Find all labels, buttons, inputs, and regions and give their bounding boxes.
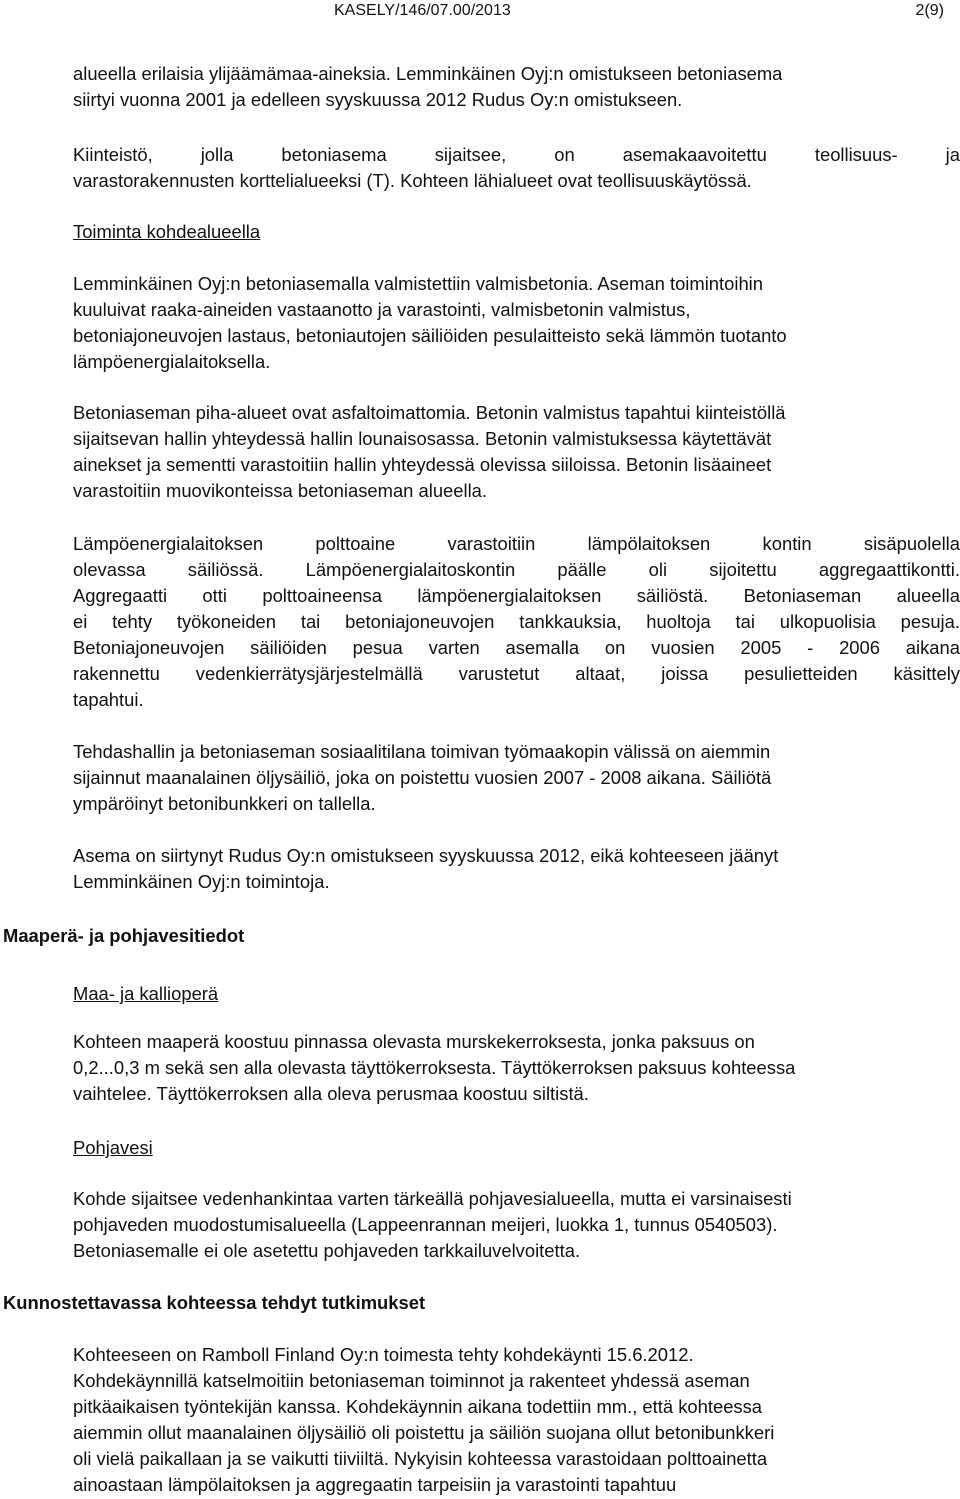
paragraph-line: kuuluivat raaka-aineiden vastaanotto ja varastointi, valmisbetonin valmistus, bbox=[73, 299, 691, 320]
paragraph-line: ainoastaan lämpölaitoksen ja aggregaatin tarpeisiin ja varastointi tapahtuu bbox=[73, 1474, 677, 1495]
paragraph-line: betoniajoneuvojen lastaus, betoniautojen säiliöiden pesulaitteisto sekä lämmön tuotanto bbox=[73, 325, 787, 346]
intro-paragraph bbox=[73, 61, 951, 113]
paragraph-line: Kohteen maaperä koostuu pinnassa olevasta murskekerroksesta, jonka paksuus on bbox=[73, 1031, 755, 1052]
paragraph-line: siirtyi vuonna 2001 ja edelleen syyskuussa 2012 Rudus Oy:n omistukseen. bbox=[73, 89, 683, 110]
word: betoniasema bbox=[281, 144, 387, 165]
paragraph-line: Tehdashallin ja betoniaseman sosiaalitilana toimivan työmaakopin välissä on aiemmin bbox=[73, 741, 771, 762]
word: jolla bbox=[200, 144, 234, 165]
justified-line bbox=[73, 142, 960, 168]
soil-paragraph bbox=[73, 1029, 951, 1107]
paragraph-line: tapahtui. bbox=[73, 689, 144, 710]
word: on bbox=[554, 144, 575, 165]
word: ja bbox=[945, 144, 960, 165]
investigations-paragraph bbox=[73, 1342, 951, 1498]
word: teollisuus- bbox=[814, 144, 898, 165]
groundwater-subheading: Pohjavesi bbox=[73, 1137, 153, 1158]
paragraph-line: Kohdekäynnillä katselmoitiin betoniaseman toiminnot ja rakenteet yhdessä aseman bbox=[73, 1370, 750, 1391]
paragraph-line: Kohteeseen on Ramboll Finland Oy:n toimesta tehty kohdekäynti 15.6.2012. bbox=[73, 1344, 694, 1365]
operations-paragraph-4 bbox=[73, 739, 951, 817]
paragraph-line: Lämpöenergialaitoksen polttoaine varastoitiin lämpölaitoksen kontin sisäpuolella bbox=[73, 533, 960, 554]
document-id: KASELY/146/07.00/2013 bbox=[334, 2, 511, 19]
paragraph-line: 0,2...0,3 m sekä sen alla olevasta täyttökerroksesta. Täyttökerroksen paksuus kohteessa bbox=[73, 1057, 796, 1078]
word: asemakaavoitettu bbox=[622, 144, 767, 165]
word: Kiinteistö, bbox=[73, 144, 153, 165]
paragraph-line: Lemminkäinen Oyj:n toimintoja. bbox=[73, 871, 330, 892]
paragraph-line: pohjaveden muodostumisalueella (Lappeenrannan meijeri, luokka 1, tunnus 0540503). bbox=[73, 1214, 778, 1235]
paragraph-line: varastorakennusten korttelialueeksi (T). Kohteen lähialueet ovat teollisuuskäytössä. bbox=[73, 170, 752, 191]
paragraph-line: ympäröinyt betonibunkkeri on tallella. bbox=[73, 793, 376, 814]
paragraph-line: Betoniasemalle ei ole asetettu pohjaveden tarkkailuvelvoitetta. bbox=[73, 1240, 581, 1261]
operations-heading: Toiminta kohdealueella bbox=[73, 221, 261, 242]
paragraph-line: Kohde sijaitsee vedenhankintaa varten tärkeällä pohjavesialueella, mutta ei varsinaisesti bbox=[73, 1188, 792, 1209]
paragraph-line: Betoniajoneuvojen säiliöiden pesua varten asemalla on vuosien 2005 - 2006 aikana bbox=[73, 637, 960, 658]
page-number: 2(9) bbox=[915, 2, 944, 19]
operations-paragraph-1 bbox=[73, 271, 951, 375]
paragraph-line: lämpöenergialaitoksella. bbox=[73, 351, 271, 372]
investigations-section-heading: Kunnostettavassa kohteessa tehdyt tutkimukset bbox=[3, 1292, 426, 1313]
paragraph-line: Betoniaseman piha-alueet ovat asfaltoimattomia. Betonin valmistus tapahtui kiinteistöllä bbox=[73, 402, 786, 423]
paragraph-line: rakennettu vedenkierrätysjärjestelmällä varustetut altaat, joissa pesulietteiden käsittely bbox=[73, 663, 960, 684]
paragraph-line: Asema on siirtynyt Rudus Oy:n omistukseen syyskuussa 2012, eikä kohteeseen jäänyt bbox=[73, 845, 779, 866]
paragraph-line: oli vielä paikallaan ja se vaikutti tiiviiltä. Nykyisin kohteessa varastoidaan polttoainetta bbox=[73, 1448, 768, 1469]
paragraph-line: vaihtelee. Täyttökerroksen alla oleva perusmaa koostuu siltistä. bbox=[73, 1083, 589, 1104]
paragraph-line: varastoitiin muovikonteissa betoniaseman alueella. bbox=[73, 480, 488, 501]
soil-section-heading: Maaperä- ja pohjavesitiedot bbox=[3, 925, 245, 946]
paragraph-line: Lemminkäinen Oyj:n betoniasemalla valmistettiin valmisbetonia. Aseman toimintoihin bbox=[73, 273, 763, 294]
paragraph-line: sijainnut maanalainen öljysäiliö, joka on poistettu vuosien 2007 - 2008 aikana. Säiliötä bbox=[73, 767, 772, 788]
groundwater-paragraph bbox=[73, 1186, 951, 1264]
word: sijaitsee, bbox=[434, 144, 507, 165]
paragraph-line: ei tehty työkoneiden tai betoniajoneuvojen tankkauksia, huoltoja tai ulkopuolisia pesuja. bbox=[73, 611, 960, 632]
paragraph-line: ainekset ja sementti varastoitiin hallin yhteydessä olevissa siiloissa. Betonin lisäaineet bbox=[73, 454, 772, 475]
paragraph-line: sijaitsevan hallin yhteydessä hallin lounaisosassa. Betonin valmistuksessa käytettävät bbox=[73, 428, 772, 449]
zoning-paragraph bbox=[73, 142, 960, 194]
operations-paragraph-5 bbox=[73, 843, 951, 895]
soil-subheading: Maa- ja kallioperä bbox=[73, 983, 219, 1004]
paragraph-line: Aggregaatti otti polttoaineensa lämpöenergialaitoksen säiliöstä. Betoniaseman alueella bbox=[73, 585, 960, 606]
page-header bbox=[334, 0, 944, 22]
operations-paragraph-3 bbox=[73, 531, 960, 713]
paragraph-line: pitkäaikaisen työntekijän kanssa. Kohdekäynnin aikana todettiin mm., että kohteessa bbox=[73, 1396, 763, 1417]
paragraph-line: olevassa säiliössä. Lämpöenergialaitoskontin päälle oli sijoitettu aggregaattikontti. bbox=[73, 559, 960, 580]
operations-paragraph-2 bbox=[73, 400, 951, 504]
paragraph-line: alueella erilaisia ylijäämämaa-aineksia. Lemminkäinen Oyj:n omistukseen betoniasema bbox=[73, 63, 783, 84]
paragraph-line: aiemmin ollut maanalainen öljysäiliö oli poistettu ja säiliön suojana ollut betonibunkkeri bbox=[73, 1422, 775, 1443]
